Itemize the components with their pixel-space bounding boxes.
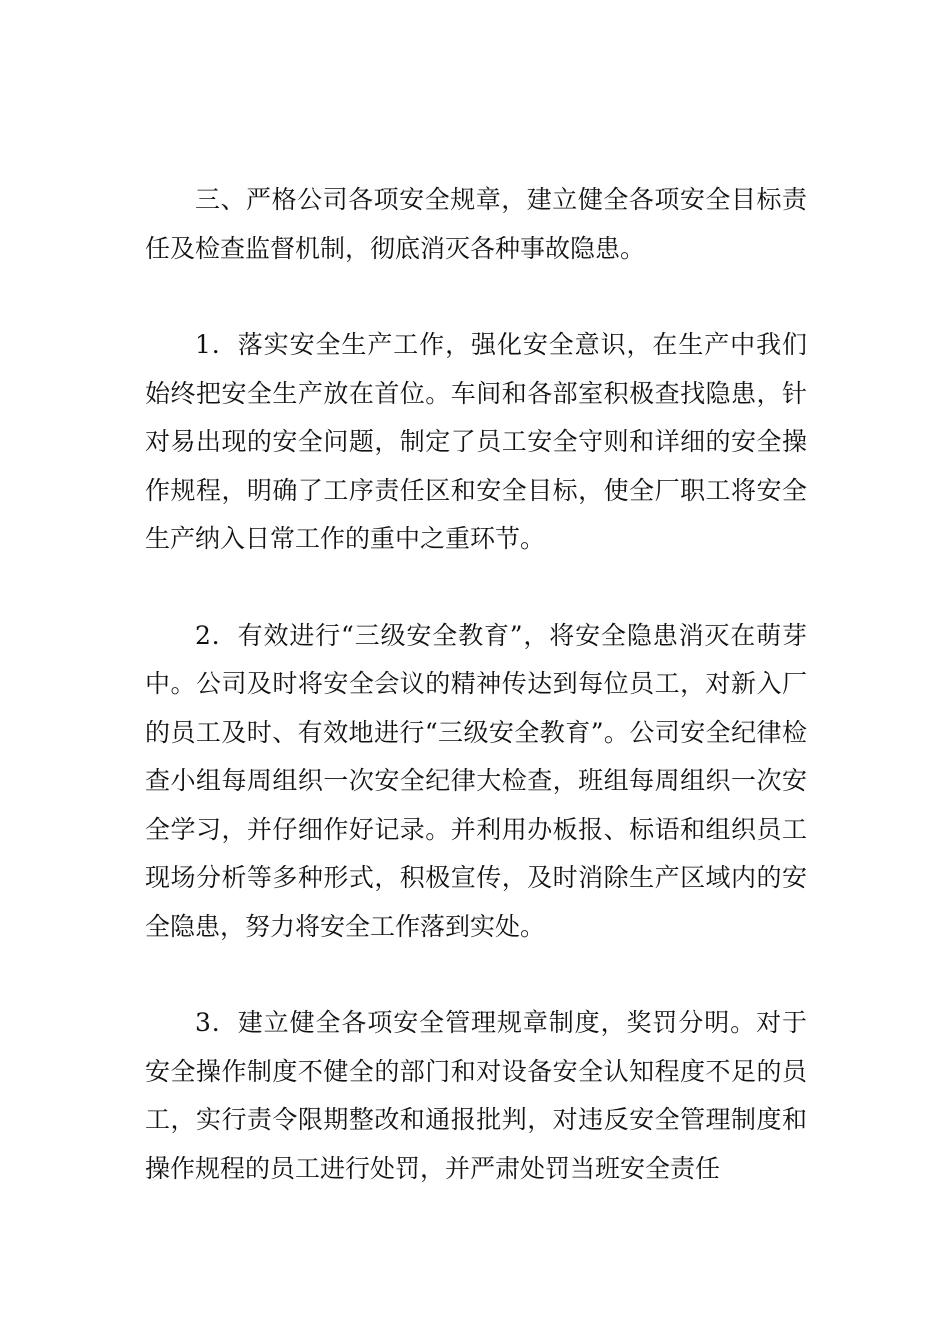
section-heading-paragraph: 三、严格公司各项安全规章，建立健全各项安全目标责任及检查监督机制，彻底消灭各种事故隐患。 — [145, 185, 807, 263]
document-body — [145, 176, 807, 1193]
paragraph-item-3: 3．建立健全各项安全管理规章制度，奖罚分明。对于安全操作制度不健全的部门和对设备安全认知程度不足的员工，实行责令限期整改和通报批判，对违反安全管理制度和操作规程的员工进行处罚，并严肃处罚当班安全责任 — [145, 1008, 807, 1183]
paragraph-item-1: 1．落实安全生产工作，强化安全意识，在生产中我们始终把安全生产放在首位。车间和各部室积极查找隐患，针对易出现的安全问题，制定了员工安全守则和详细的安全操作规程，明确了工序责任区和安全目标，使全厂职工将安全生产纳入日常工作的重中之重环节。 — [145, 330, 807, 553]
paragraph-item-2: 2．有效进行“三级安全教育”，将安全隐患消灭在萌芽中。公司及时将安全会议的精神传达到每位员工，对新入厂的员工及时、有效地进行“三级安全教育”。公司安全纪律检查小组每周组织一次安全纪律大检查，班组每周组织一次安全学习，并仔细作好记录。并利用办板报、标语和组织员工现场分析等多种形式，积极宣传，及时消除生产区域内的安全隐患，努力将安全工作落到实处。 — [145, 620, 807, 941]
